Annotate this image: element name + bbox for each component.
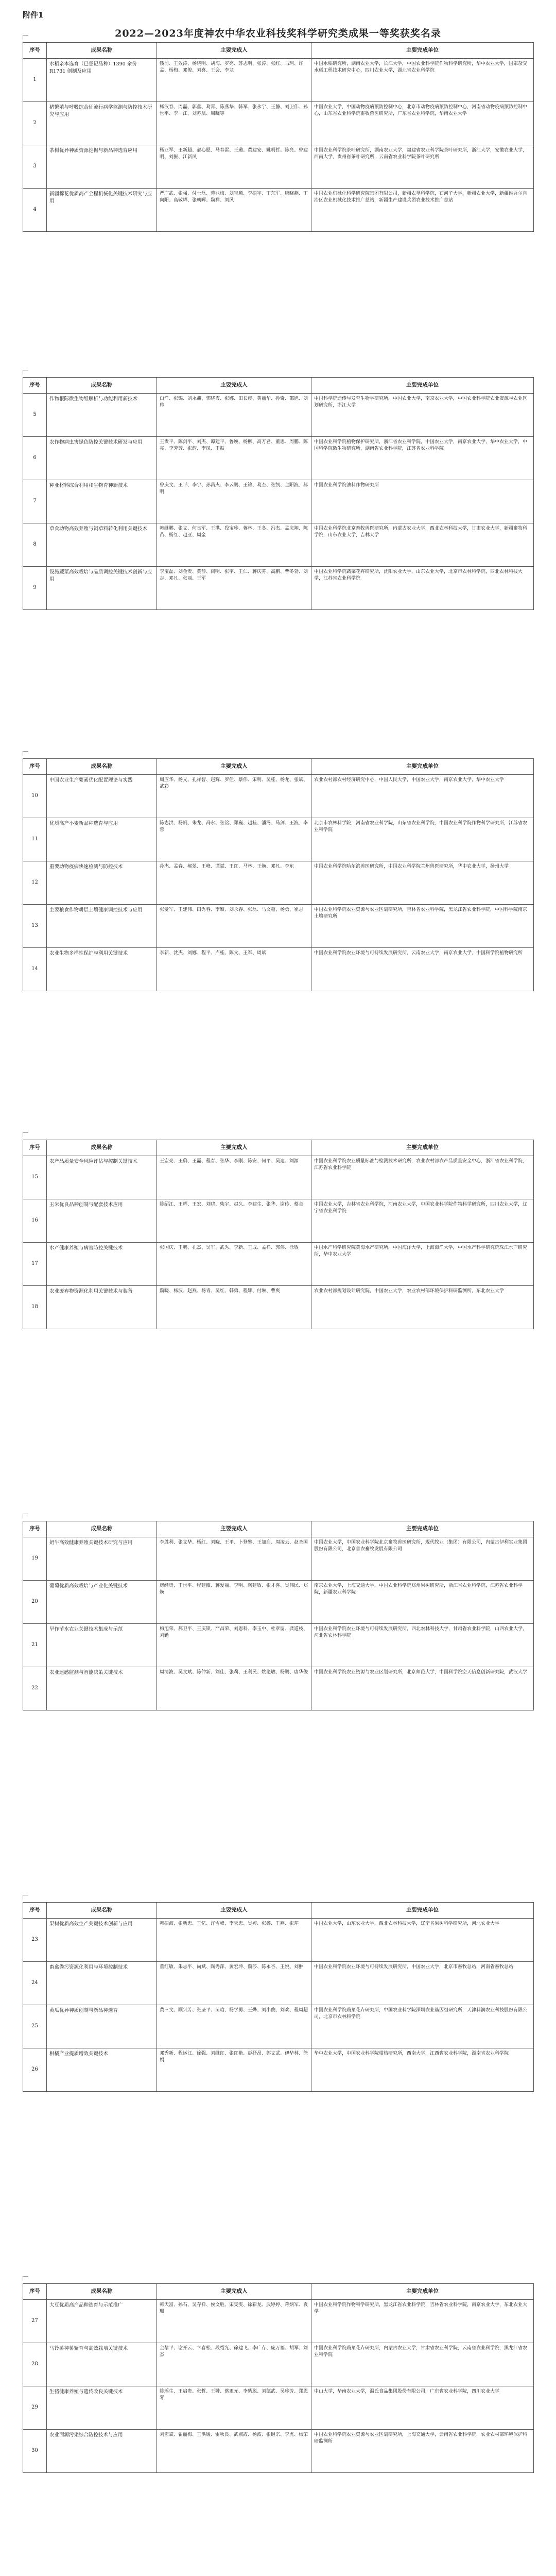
main-units: 中国农业大学，山东农业大学，西北农林科技大学，辽宁省果树科学研究所，河北农业大学 [311, 1919, 534, 1962]
table-row [23, 523, 534, 567]
achievement-name: 奶牛高效健康养殖关键技术研究与应用 [47, 1537, 157, 1581]
page-corner-mark [23, 751, 28, 756]
table-header-row [23, 1140, 534, 1156]
table-row [23, 480, 534, 523]
main-contributors: 张爱军、王建伟、田秀春、李颖、刘永春、张磊、马文超、杨勇、崔志 [157, 905, 311, 948]
table-row [23, 905, 534, 948]
achievement-name: 种业材料综合利用和生物育种新技术 [47, 480, 157, 523]
table-row [23, 1581, 534, 1624]
main-contributors: 李新、沈杰、刘娜、程平、卢桂、陈文、王军、周斌 [157, 948, 311, 991]
page-corner-mark [23, 370, 28, 375]
header-name: 成果名称 [47, 1903, 157, 1919]
main-units: 北京市农林科学院，河南省农业科学院，山东省农业科学院，中国农业科学院作物科学研究所，江苏省农业科学院 [311, 818, 534, 861]
header-no: 序号 [23, 2284, 47, 2300]
row-number: 11 [23, 818, 47, 861]
achievement-name: 主要粮食作物耕层土壤健康调控技术与应用 [47, 905, 157, 948]
achievement-name: 新疆棉花优质高产全程机械化关键技术研究与应用 [47, 189, 157, 232]
achievement-name: 设施蔬菜高效栽培与品质调控关键技术创新与应用 [47, 567, 157, 610]
main-units: 南京农业大学，上海交通大学，中国农业科学院郑州果树研究所，浙江省农业科学院，江苏省农业科学院，新疆农业科学院 [311, 1581, 534, 1624]
table-row [23, 1199, 534, 1243]
page-corner-mark [23, 1895, 28, 1900]
main-units: 中国农业大学，吉林省农业科学院，河南农业大学，中国农业科学院作物科学研究所，四川农业大学，辽宁省农业科学院 [311, 1199, 534, 1243]
main-contributors: 周应华、杨义、孔祥智、赵辉、罗佳、蔡伟、宋明、吴桂、杨龙、张斌、武彩 [157, 775, 311, 818]
row-number: 9 [23, 567, 47, 610]
table-row [23, 145, 534, 189]
achievement-name: 玉米优良品种创制与配套技术应用 [47, 1199, 157, 1243]
achievement-name: 水产健康养殖与病害防控关键技术 [47, 1243, 157, 1286]
achievement-name: 黄瓜优异种质创制与新品种选育 [47, 2005, 157, 2048]
header-no: 序号 [23, 759, 47, 775]
table-header-row [23, 1903, 534, 1919]
header-people: 主要完成人 [157, 1140, 311, 1156]
main-units: 中国农业科学院作物科学研究所，黑龙江省农业科学院，吉林省农业科学院，南京农业大学，东北农业大学 [311, 2300, 534, 2343]
header-name: 成果名称 [47, 1521, 157, 1537]
row-number: 20 [23, 1581, 47, 1624]
header-no: 序号 [23, 43, 47, 59]
header-name: 成果名称 [47, 1140, 157, 1156]
achievement-name: 大豆优质高产品种选育与示范推广 [47, 2300, 157, 2343]
row-number: 29 [23, 2386, 47, 2430]
main-units: 中国农业科学院农业质量标准与检测技术研究所，农业农村部农产品质量安全中心，浙江省农业科学院，江苏省农业科学院 [311, 1156, 534, 1199]
main-contributors: 邓秀新、程运江、徐强、刘继红、张红艳、彭抒昂、郭文武、伊华林、徐娟 [157, 2048, 311, 2092]
achievement-name: 茶树优异种质资源挖掘与新品种选育应用 [47, 145, 157, 189]
row-number: 17 [23, 1243, 47, 1286]
main-contributors: 孙杰、孟春、郝翠、王峰、谭斌、王红、马林、王焕、邓凡、李东 [157, 861, 311, 905]
row-number: 25 [23, 2005, 47, 2048]
main-units: 中国农业科学院茶叶研究所，湖南农业大学，福建省农业科学院茶叶研究所，浙江大学，安徽农业大学，西南大学，贵州省茶叶研究所，云南省农业科学院茶叶研究所 [311, 145, 534, 189]
main-contributors: 王宏亮、王蔚、王磊、程春、张华、李刚、陈安、何平、吴迪、刘源 [157, 1156, 311, 1199]
main-contributors: 李胜利、张文华、杨红、刘晓、王平、卜登攀、王加启、周凌云、赵圣国 [157, 1537, 311, 1581]
table-row [23, 775, 534, 818]
table-page [23, 377, 533, 610]
row-number: 2 [23, 102, 47, 145]
row-number: 14 [23, 948, 47, 991]
table-row [23, 818, 534, 861]
header-people: 主要完成人 [157, 43, 311, 59]
main-contributors: 韩振海、张新忠、王忆、许雪峰、李天忠、吴婷、张鑫、王燕、张芹 [157, 1919, 311, 1962]
main-contributors: 陈绍江、王辉、王宏、刘晓、柴宇、赵久、李建生、张华、谢传、蔡金 [157, 1199, 311, 1243]
header-units: 主要完成单位 [311, 1903, 534, 1919]
main-contributors: 黄三文、顾兴芳、张圣平、苗晗、杨学勇、王烨、刘小俊、刘欢、程周超 [157, 2005, 311, 2048]
table-row [23, 1624, 534, 1667]
header-units: 主要完成单位 [311, 2284, 534, 2300]
achievement-name: 旱作节水农业关键技术集成与示范 [47, 1624, 157, 1667]
main-units: 中国农业科学院油料作物研究所 [311, 480, 534, 523]
achievement-name: 葡萄优质高效栽培与产业化关键技术 [47, 1581, 157, 1624]
main-units: 中国农业大学，中国农业科学院北京畜牧兽医研究所，现代牧业（集团）有限公司，内蒙古伊利实业集团股份有限公司，北京首农畜牧发展有限公司 [311, 1537, 534, 1581]
row-number: 28 [23, 2343, 47, 2386]
header-people: 主要完成人 [157, 1521, 311, 1537]
table-row [23, 437, 534, 480]
main-contributors: 房经贵、王世平、程建徽、蒋爱丽、李明、陶建敏、张才喜、吴伟民、郑焕 [157, 1581, 311, 1624]
main-contributors: 杨亚军、王新超、郝心愿、马春雷、王璐、黄建安、姚明哲、陈亮、曾建明、刘振、江新凤 [157, 145, 311, 189]
main-units: 中国农业科学院北京畜牧兽医研究所，内蒙古农业大学，西北农林科技大学，甘肃农业大学，新疆畜牧科学院，山东农业大学，吉林大学 [311, 523, 534, 567]
main-contributors: 曾庆文、王平、李宇、孙昌杰、李云鹏、王锦、葛杰、张凯、金阳波、郝明 [157, 480, 311, 523]
table-row [23, 1156, 534, 1199]
main-contributors: 钱前、王效涛、杨晓明、胡海、罗亮、苏志明、张涛、张红、马珂、许孟、杨梅、邓俊、刘喜、王会、李龙 [157, 59, 311, 102]
table-row [23, 102, 534, 145]
table-row [23, 1919, 534, 1962]
main-contributors: 严广武、张强、付士磊、蒋兆梅、刘宝顺、李振宇、丁东军、唐晓燕、丁向阳、高敬辉、张朝晖、魏祥、刘风 [157, 189, 311, 232]
achievement-name: 农业生物多样性保护与利用关键技术 [47, 948, 157, 991]
table-row [23, 189, 534, 232]
row-number: 27 [23, 2300, 47, 2343]
award-table [23, 1521, 534, 1710]
row-number: 24 [23, 1962, 47, 2005]
achievement-name: 果树优质高效生产关键技术创新与应用 [47, 1919, 157, 1962]
main-units: 中国水产科学研究院黄海水产研究所，中国海洋大学，上海海洋大学，中国水产科学研究院珠江水产研究所，华中农业大学 [311, 1243, 534, 1286]
main-units: 中国农业科学院农业资源与农业区划研究所，北京师范大学，中国科学院空天信息创新研究院，武汉大学 [311, 1667, 534, 1710]
main-units: 中国农业科学院农业环境与可持续发展研究所，云南农业大学，南京农业大学，中国科学院植物研究所 [311, 948, 534, 991]
row-number: 30 [23, 2430, 47, 2473]
table-page [23, 1902, 533, 2092]
achievement-name: 优质高产小麦新品种选育与应用 [47, 818, 157, 861]
table-page [23, 1521, 533, 1710]
row-number: 5 [23, 394, 47, 437]
achievement-name: 水稻亲本选育（已登记品种）1390 余份 R1731 创制及应用 [47, 59, 157, 102]
main-units: 中国农业科学院植物保护研究所，浙江省农业科学院，中国农业大学，南京农业大学，华中农业大学，中国科学院微生物研究所，湖南省农业科学院，江苏省农业科学院 [311, 437, 534, 480]
main-units: 农业农村部规划设计研究院，中国农业大学，农业农村部环境保护科研监测所，东北农业大学 [311, 1286, 534, 1329]
table-header-row [23, 43, 534, 59]
header-name: 成果名称 [47, 759, 157, 775]
table-row [23, 394, 534, 437]
main-contributors: 金黎平、谢开云、卞春松、段绍光、徐建飞、李广存、庞万福、胡军、刘杰 [157, 2343, 311, 2386]
achievement-name: 草食动物高效养殖与饲草料转化利用关键技术 [47, 523, 157, 567]
main-contributors: 韩继鹏、张文、何良军、王洪、段宝珍、蒋林、王冬、冯杰、孟庆翔、陈苗、杨红、赵亚、周金 [157, 523, 311, 567]
table-row [23, 861, 534, 905]
achievement-name: 重要动物疫病快速检测与防控技术 [47, 861, 157, 905]
row-number: 7 [23, 480, 47, 523]
main-units: 中山大学，华南农业大学，温氏食品集团股份有限公司，广东省农业科学院，四川农业大学 [311, 2386, 534, 2430]
header-name: 成果名称 [47, 43, 157, 59]
achievement-name: 农业面源污染综合防控技术与应用 [47, 2430, 157, 2473]
table-header-row [23, 2284, 534, 2300]
table-header-row [23, 378, 534, 394]
award-table [23, 42, 534, 232]
main-contributors: 梅旭荣、郝卫平、王庆锁、严昌荣、刘恩科、李玉中、杜章留、龚道枝、刘勤 [157, 1624, 311, 1667]
award-table [23, 377, 534, 610]
main-units: 农业农村部农村经济研究中心，中国人民大学，中国农业大学，南京农业大学，华中农业大学 [311, 775, 534, 818]
main-contributors: 韩天富、孙石、吴存祥、侯文胜、宋雯雯、徐彩龙、武婷婷、蒋炳军、袁珊 [157, 2300, 311, 2343]
table-row [23, 2048, 534, 2092]
header-no: 序号 [23, 378, 47, 394]
row-number: 8 [23, 523, 47, 567]
header-people: 主要完成人 [157, 1903, 311, 1919]
header-no: 序号 [23, 1903, 47, 1919]
table-row [23, 2386, 534, 2430]
main-units: 中国农业科学院农业环境与可持续发展研究所，中国农业大学，北京市畜牧总站，河南省畜牧总站 [311, 1962, 534, 2005]
main-contributors: 李宝磊、刘金贵、黄静、阎明、张宇、王仁、蒋庆芬、高鹏、曹冬勃、刘志、邓凡、张丽、王军 [157, 567, 311, 610]
main-contributors: 陈瑶生、王启贵、张哲、王翀、蔡更元、李紫聪、刘德武、吴珍芳、郑恩琴 [157, 2386, 311, 2430]
main-contributors: 张国庆、王鹏、孔杰、吴军、武秀、李新、王成、孟祥、郭伟、徐敏 [157, 1243, 311, 1286]
main-units: 中国农业科学院蔬菜花卉研究所，沈阳农业大学，山东农业大学，北京市农林科学院，西北农林科技大学，江苏省农业科学院 [311, 567, 534, 610]
main-units: 中国农业科学院哈尔滨兽医研究所，中国农业科学院兰州兽医研究所，华中农业大学，扬州大学 [311, 861, 534, 905]
header-units: 主要完成单位 [311, 43, 534, 59]
table-header-row [23, 759, 534, 775]
achievement-name: 生猪健康养殖与遗传改良关键技术 [47, 2386, 157, 2430]
achievement-name: 农作物病虫害绿色防控关键技术研发与应用 [47, 437, 157, 480]
header-name: 成果名称 [47, 2284, 157, 2300]
main-contributors: 陈志洪、杨帆、朱龙、冯永、张铭、郑巍、赵桂、潘汤、马剑、王波、李蓉 [157, 818, 311, 861]
main-contributors: 魏晓、杨波、赵燕、杨青、吴红、韩勇、程娜、付琳、曹爽 [157, 1286, 311, 1329]
table-row [23, 1243, 534, 1286]
table-row [23, 1537, 534, 1581]
main-units: 中国农业机械化科学研究院集团有限公司，新疆农垦科学院，石河子大学，新疆农业大学，新疆维吾尔自治区农业机械化技术推广总站，新疆生产建设兵团农业技术推广总站 [311, 189, 534, 232]
table-page [23, 2283, 533, 2473]
achievement-name: 农业遥感监测与智能决策关键技术 [47, 1667, 157, 1710]
row-number: 3 [23, 145, 47, 189]
table-row [23, 1962, 534, 2005]
table-page [23, 42, 533, 232]
main-units: 中国农业科学院农业资源与农业区划研究所，上海交通大学，云南省农业科学院，农业农村部环境保护科研监测所 [311, 2430, 534, 2473]
header-people: 主要完成人 [157, 759, 311, 775]
row-number: 6 [23, 437, 47, 480]
table-row [23, 1286, 534, 1329]
main-contributors: 白洋、张锦、刘永鑫、郭晓霞、张娜、田长彦、黄丽华、孙奇、邵旭、刘帅 [157, 394, 311, 437]
row-number: 12 [23, 861, 47, 905]
main-contributors: 杨汉春、周磊、郭鑫、葛霄、陈燕华、韩军、张永宁、王静、刘卫伟、孙世平、李一江、刘苏航、周晓等 [157, 102, 311, 145]
table-row [23, 2343, 534, 2386]
table-header-row [23, 1521, 534, 1537]
row-number: 19 [23, 1537, 47, 1581]
row-number: 15 [23, 1156, 47, 1199]
page-corner-mark [23, 1132, 28, 1137]
document-title: 2022—2023年度神农中华农业科技奖科学研究类成果一等奖获奖名录 [115, 28, 441, 39]
row-number: 23 [23, 1919, 47, 1962]
table-page [23, 758, 533, 991]
header-people: 主要完成人 [157, 378, 311, 394]
award-table [23, 758, 534, 991]
header-no: 序号 [23, 1521, 47, 1537]
main-contributors: 董红敏、朱志平、尚斌、陶秀萍、黄宏坤、魏莎、陈永杏、王悦、刘翀 [157, 1962, 311, 2005]
main-units: 中国农业科学院蔬菜花卉研究所，中国农业科学院深圳农业基因组研究所，天津科润农业科技股份有限公司，北京市农林科学院 [311, 2005, 534, 2048]
main-units: 中国农业科学院蔬菜花卉研究所，内蒙古农业大学，甘肃省农业科学院，云南省农业科学院，黑龙江省农业科学院 [311, 2343, 534, 2386]
award-table [23, 1140, 534, 1329]
main-units: 中国农业科学院农业资源与农业区划研究所，吉林省农业科学院，黑龙江省农业科学院，中国科学院南京土壤研究所 [311, 905, 534, 948]
row-number: 4 [23, 189, 47, 232]
main-contributors: 周清波、吴文斌、陈仲新、刘佳、张莉、王利民、姚艳敏、杨鹏、唐华俊 [157, 1667, 311, 1710]
award-table [23, 2283, 534, 2473]
achievement-name: 柑橘产业提质增效关键技术 [47, 2048, 157, 2092]
table-row [23, 2005, 534, 2048]
achievement-name: 农业废弃物资源化利用关键技术与装备 [47, 1286, 157, 1329]
achievement-name: 猪繁殖与呼吸综合征流行病学监测与防控技术研究与应用 [47, 102, 157, 145]
row-number: 26 [23, 2048, 47, 2092]
main-contributors: 王贵平、陈剑平、刘杰、谭建平、鲁焕、杨柳、高万君、董思、周鹏、陈亮、李芳芳、张韵、李凤、王振 [157, 437, 311, 480]
main-units: 华中农业大学，中国农业科学院柑桔研究所，西南大学，江西省农业科学院，湖南省农业科学院 [311, 2048, 534, 2092]
header-units: 主要完成单位 [311, 378, 534, 394]
table-row [23, 2430, 534, 2473]
achievement-name: 马铃薯种薯繁育与高效栽培关键技术 [47, 2343, 157, 2386]
page-corner-mark [23, 1514, 28, 1518]
award-table [23, 1902, 534, 2092]
header-units: 主要完成单位 [311, 1521, 534, 1537]
header-people: 主要完成人 [157, 2284, 311, 2300]
achievement-name: 中国农业生产要素优化配置理论与实践 [47, 775, 157, 818]
header-no: 序号 [23, 1140, 47, 1156]
table-row [23, 2300, 534, 2343]
page-corner-mark [23, 2276, 28, 2281]
header-units: 主要完成单位 [311, 759, 534, 775]
row-number: 13 [23, 905, 47, 948]
table-page [23, 1140, 533, 1329]
attachment-label: 附件1 [23, 10, 44, 20]
page-corner-mark [23, 35, 28, 40]
table-row [23, 59, 534, 102]
row-number: 22 [23, 1667, 47, 1710]
row-number: 1 [23, 59, 47, 102]
row-number: 10 [23, 775, 47, 818]
main-contributors: 刘宏斌、翟丽梅、王洪媛、雷秋良、武淑霞、杨波、张继宗、李虎、杨荣 [157, 2430, 311, 2473]
row-number: 21 [23, 1624, 47, 1667]
achievement-name: 农产品质量安全风险评估与控制关键技术 [47, 1156, 157, 1199]
header-units: 主要完成单位 [311, 1140, 534, 1156]
achievement-name: 畜禽粪污资源化利用与环境控制技术 [47, 1962, 157, 2005]
row-number: 16 [23, 1199, 47, 1243]
main-units: 中国水稻研究所，湖南农业大学，长江大学，中国农业科学院作物科学研究所，华中农业大学，国家杂交水稻工程技术研究中心，四川农业大学，湖北省农业科学院 [311, 59, 534, 102]
main-units: 中国农业科学院农业环境与可持续发展研究所，西北农林科技大学，甘肃省农业科学院，山西农业大学，河北省农林科学院 [311, 1624, 534, 1667]
table-row [23, 567, 534, 610]
header-name: 成果名称 [47, 378, 157, 394]
table-row [23, 948, 534, 991]
main-units: 中国农业大学，中国动物疫病预防控制中心，北京市动物疫病预防控制中心，河南省动物疫病预防控制中心，山东省农业科学院畜牧兽医研究所，广东省农业科学院，华南农业大学 [311, 102, 534, 145]
table-row [23, 1667, 534, 1710]
main-units: 中国科学院遗传与发育生物学研究所，中国农业大学，南京农业大学，中国农业科学院农业资源与农业区划研究所，浙江大学 [311, 394, 534, 437]
achievement-name: 作物根际微生物组解析与功能利用新技术 [47, 394, 157, 437]
row-number: 18 [23, 1286, 47, 1329]
